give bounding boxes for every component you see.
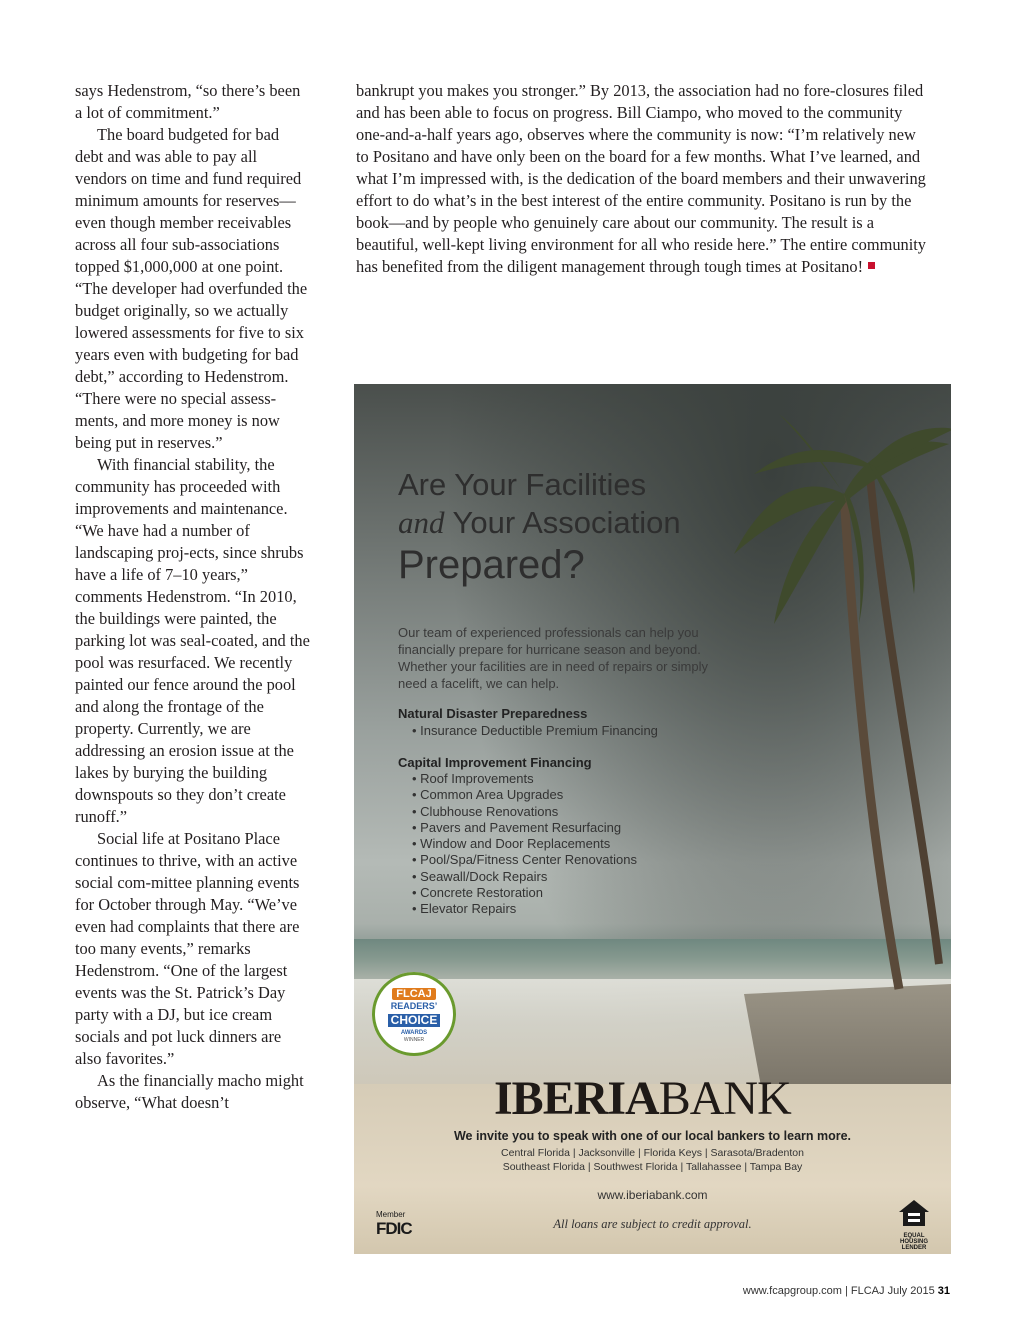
ehl-text-1: EQUAL HOUSING xyxy=(899,1233,928,1245)
badge-text: WINNER xyxy=(403,1037,425,1043)
fdic-logo xyxy=(376,1210,412,1239)
paragraph: The board budgeted for bad debt and was able to pay all vendors on time and fund required minimum amounts for reserves—even though member receivables across all four sub-associations topped $1,000,000 at one point. “The developer had overfunded the budget originally, so we actually lowered assessments for five to six years even with budgeting for bad debt,” according to Hedenstrom. “There were no special assess-ments, and more money is now being put in reserves.” xyxy=(75,125,308,452)
fdic-text: FDIC xyxy=(376,1219,412,1238)
ad-headline xyxy=(398,466,681,588)
paragraph: With financial stability, the community has proceeded with improvements and maintenance. “We have had a number of landscaping proj-ects, since shrubs have a life of 7–10 years,” comments Hedenstrom. “In 2010, the buildings were painted, the parking lot was seal-coated, and the pool was resurfaced. We recently painted our fence around the pool and along the frontage of the property. Currently, we are addressing an erosion issue at the lakes by burying the building downspouts so they don’t create runoff.” xyxy=(75,455,310,826)
fdic-member: Member xyxy=(376,1210,406,1219)
ad-invite: We invite you to speak with one of our local bankers to learn more. xyxy=(453,1129,852,1143)
headline-line-3: Prepared? xyxy=(398,543,585,587)
palm-tree-icon xyxy=(694,404,951,1004)
ad-disclaimer: All loans are subject to credit approval. xyxy=(553,1217,752,1231)
article-left-column xyxy=(75,80,310,1114)
list-item: • Common Area Upgrades xyxy=(412,787,637,803)
list-item: • Window and Door Replacements xyxy=(412,836,637,852)
iberiabank-logo[interactable] xyxy=(494,1074,791,1124)
iberiabank-advertisement[interactable] xyxy=(354,384,951,1254)
page-number: 31 xyxy=(937,1285,950,1297)
list-item: • Insurance Deductible Premium Financing xyxy=(412,723,658,739)
footer-sep: | xyxy=(844,1285,848,1297)
disaster-list xyxy=(412,723,658,739)
article-right-column xyxy=(356,80,926,278)
footer-pub: FLCAJ xyxy=(850,1285,885,1297)
badge-text: FLCAJ xyxy=(392,988,435,1000)
list-item: • Clubhouse Renovations xyxy=(412,804,637,820)
equal-housing-icon xyxy=(897,1198,931,1228)
list-item: • Concrete Restoration xyxy=(412,885,637,901)
list-item: • Seawall/Dock Repairs xyxy=(412,869,637,885)
list-item: • Pavers and Pavement Resurfacing xyxy=(412,820,637,836)
ad-locations-2: Southeast Florida | Southwest Florida | Tallahassee | Tampa Bay xyxy=(502,1161,803,1173)
badge-text: CHOICE xyxy=(388,1014,441,1027)
paragraph: As the financially macho might observe, “What doesn’t xyxy=(75,1071,304,1112)
ad-url-link[interactable]: www.iberiabank.com xyxy=(597,1188,708,1202)
logo-bold: IBERIA xyxy=(494,1072,659,1125)
paragraph: says Hedenstrom, “so there’s been a lot of commitment.” xyxy=(75,81,301,122)
list-item: • Elevator Repairs xyxy=(412,901,637,917)
paragraph: Social life at Positano Place continues to thrive, with an active social com-mittee planning events for October through May. “We’ve even had complaints that there are too many events,” remarks Hedenstrom. “One of the largest events was the St. Patrick’s Day party with a DJ, but ice cream socials and pot luck dinners are also favorites.” xyxy=(75,829,300,1068)
section-title-capital: Capital Improvement Financing xyxy=(398,755,592,770)
headline-line-2: Your Association xyxy=(444,505,681,540)
headline-italic: and xyxy=(398,505,445,540)
footer-date: July 2015 xyxy=(887,1285,935,1297)
headline-line-1: Are Your Facilities xyxy=(398,467,647,502)
badge-text: AWARDS xyxy=(400,1030,428,1036)
list-item: • Pool/Spa/Fitness Center Renovations xyxy=(412,852,637,868)
list-item: • Roof Improvements xyxy=(412,771,637,787)
equal-housing-lender-logo xyxy=(894,1198,934,1251)
badge-text: READERS’ xyxy=(390,1001,438,1011)
logo-regular: BANK xyxy=(658,1072,791,1125)
end-mark-icon xyxy=(868,262,875,269)
paragraph-text: bankrupt you makes you stronger.” By 2013, the association had no fore-closures filed and has been able to focus on progress. Bill Ciampo, who moved to the community one-and-a-half years ago, observes where the community is now: “I’m relatively new to Positano and have only been on the board for a few months. What I’ve learned, and what I’m impressed with, is the dedication of the board members and their unwavering effort to do what’s in the best interest of the entire community. Positano is run by the book—and by people who genuinely care about our community. The result is a beautiful, well-kept living environment for all who reside here.” The entire community has benefited from the diligent management through tough times at Positano! xyxy=(356,81,927,276)
ad-intro: Our team of experienced professionals can help you financially prepare for hurricane season and beyond. Whether your facilities are in need of repairs or simply need a facelift, we can help. xyxy=(398,625,708,691)
page-footer xyxy=(743,1285,950,1297)
capital-list xyxy=(412,771,637,918)
paragraph xyxy=(356,80,926,278)
readers-choice-award-badge xyxy=(372,972,456,1056)
ad-locations-1: Central Florida | Jacksonville | Florida Keys | Sarasota/Bradenton xyxy=(501,1147,804,1159)
footer-site: www.fcapgroup.com xyxy=(742,1285,842,1297)
section-title-disaster: Natural Disaster Preparedness xyxy=(398,706,588,721)
ehl-text-2: LENDER xyxy=(901,1245,927,1251)
